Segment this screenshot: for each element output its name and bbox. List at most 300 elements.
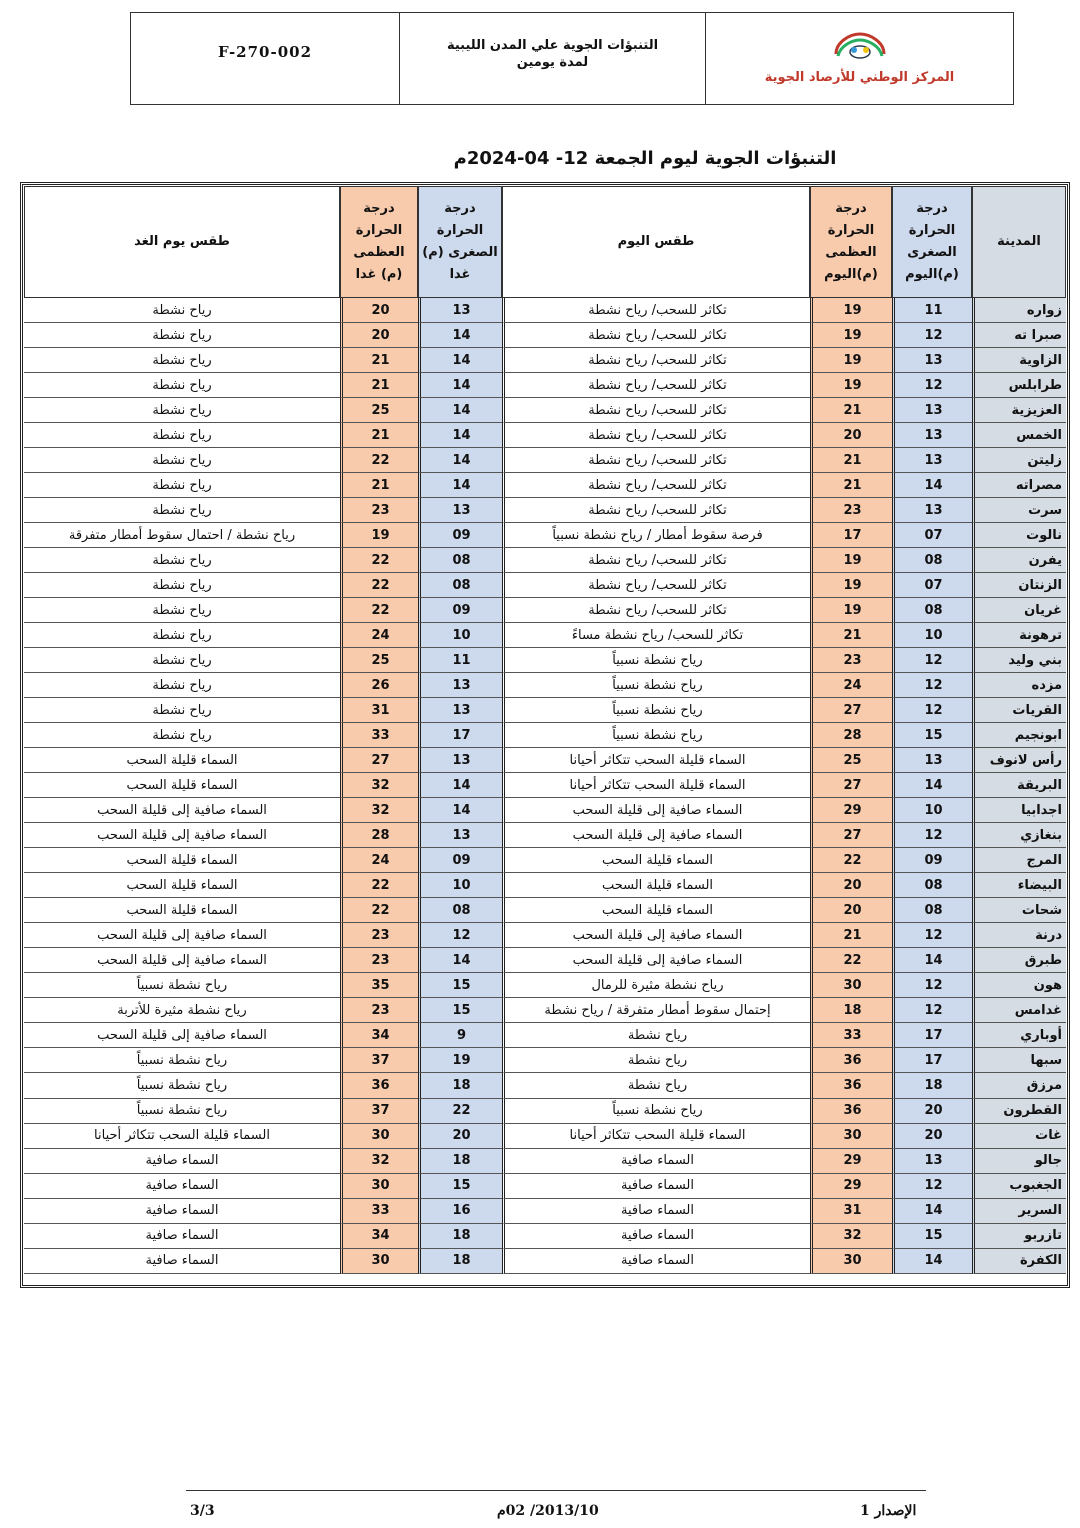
cell-weather-today: تكاثر للسحب/ رياح نشطة: [502, 498, 810, 523]
cell-min-tomorrow: 19: [418, 1048, 502, 1073]
cell-max-today: 25: [810, 748, 892, 773]
cell-city: السرير: [972, 1199, 1066, 1224]
cell-min-tomorrow: 20: [418, 1124, 502, 1149]
col-weather-today: طقس اليوم: [502, 186, 810, 298]
cell-min-tomorrow: 08: [418, 898, 502, 923]
cell-weather-today: تكاثر للسحب/ رياح نشطة: [502, 448, 810, 473]
table-row: [24, 348, 1066, 373]
cell-max-today: 29: [810, 1149, 892, 1174]
cell-city: بنغازي: [972, 823, 1066, 848]
table-row: [24, 548, 1066, 573]
cell-weather-today: السماء قليلة السحب تتكاثر أحيانا: [502, 773, 810, 798]
cell-max-tomorrow: 27: [340, 748, 418, 773]
cell-max-tomorrow: 32: [340, 1149, 418, 1174]
cell-weather-tomorrow: رياح نشطة نسبياً: [24, 1099, 340, 1124]
cell-max-today: 23: [810, 648, 892, 673]
cell-weather-today: تكاثر للسحب/ رياح نشطة: [502, 423, 810, 448]
cell-min-today: 10: [892, 798, 972, 823]
table-row: [24, 573, 1066, 598]
cell-min-today: 17: [892, 1048, 972, 1073]
cell-max-tomorrow: 37: [340, 1048, 418, 1073]
cell-max-tomorrow: 22: [340, 873, 418, 898]
cell-weather-today: رياح نشطة نسبياً: [502, 698, 810, 723]
cell-city: طرابلس: [972, 373, 1066, 398]
cell-weather-today: رياح نشطة نسبياً: [502, 673, 810, 698]
cell-weather-tomorrow: السماء صافية: [24, 1224, 340, 1249]
cell-min-tomorrow: 18: [418, 1073, 502, 1098]
cell-city: القريات: [972, 698, 1066, 723]
cell-city: مصراته: [972, 473, 1066, 498]
cell-min-tomorrow: 09: [418, 598, 502, 623]
cell-weather-today: تكاثر للسحب/ رياح نشطة: [502, 373, 810, 398]
cell-min-today: 11: [892, 298, 972, 323]
cell-max-today: 23: [810, 498, 892, 523]
cell-min-today: 12: [892, 648, 972, 673]
cell-max-tomorrow: 22: [340, 448, 418, 473]
cell-min-tomorrow: 18: [418, 1149, 502, 1174]
table-row: [24, 1048, 1066, 1073]
forecast-table: [24, 186, 1066, 1274]
cell-weather-today: فرصة سقوط أمطار / رياح نشطة نسبياً: [502, 523, 810, 548]
cell-weather-today: رياح نشطة نسبياً: [502, 648, 810, 673]
table-row: [24, 423, 1066, 448]
cell-weather-today: السماء قليلة السحب: [502, 873, 810, 898]
cell-city: الكفرة: [972, 1249, 1066, 1274]
cell-city: ترهونة: [972, 623, 1066, 648]
cell-city: مرزق: [972, 1073, 1066, 1098]
cell-max-tomorrow: 25: [340, 648, 418, 673]
cell-max-today: 22: [810, 948, 892, 973]
cell-min-tomorrow: 14: [418, 773, 502, 798]
cell-max-today: 29: [810, 798, 892, 823]
cell-max-today: 19: [810, 348, 892, 373]
cell-min-tomorrow: 17: [418, 723, 502, 748]
cell-weather-today: السماء صافية: [502, 1249, 810, 1274]
cell-min-tomorrow: 13: [418, 673, 502, 698]
cell-min-today: 12: [892, 698, 972, 723]
cell-min-tomorrow: 15: [418, 973, 502, 998]
cell-min-today: 13: [892, 423, 972, 448]
cell-city: يفرن: [972, 548, 1066, 573]
cell-max-today: 17: [810, 523, 892, 548]
cell-max-tomorrow: 20: [340, 298, 418, 323]
table-row: [24, 748, 1066, 773]
cell-max-tomorrow: 22: [340, 548, 418, 573]
footer-divider: [186, 1490, 926, 1491]
table-row: [24, 448, 1066, 473]
cell-min-today: 12: [892, 973, 972, 998]
cell-max-today: 19: [810, 573, 892, 598]
document-header: [130, 12, 1014, 105]
cell-city: الخمس: [972, 423, 1066, 448]
document-title-line2: لمدة يومين: [516, 54, 589, 70]
cell-max-today: 20: [810, 873, 892, 898]
cell-city: القطرون: [972, 1099, 1066, 1124]
table-row: [24, 623, 1066, 648]
cell-min-tomorrow: 14: [418, 948, 502, 973]
cell-city: البيضاء: [972, 873, 1066, 898]
cell-weather-tomorrow: السماء قليلة السحب: [24, 748, 340, 773]
cell-min-tomorrow: 18: [418, 1249, 502, 1274]
cell-min-today: 14: [892, 1249, 972, 1274]
cell-weather-tomorrow: السماء صافية: [24, 1174, 340, 1199]
cell-weather-today: السماء صافية: [502, 1224, 810, 1249]
table-row: [24, 798, 1066, 823]
cell-min-tomorrow: 08: [418, 573, 502, 598]
cell-city: أوباري: [972, 1023, 1066, 1048]
cell-min-tomorrow: 22: [418, 1099, 502, 1124]
cell-max-today: 18: [810, 998, 892, 1023]
cell-weather-today: السماء صافية: [502, 1199, 810, 1224]
cell-weather-tomorrow: السماء قليلة السحب: [24, 873, 340, 898]
cell-min-today: 12: [892, 923, 972, 948]
col-max-tomorrow: درجة الحرارة العظمى (م) غدا: [340, 186, 418, 298]
cell-weather-today: السماء صافية: [502, 1149, 810, 1174]
cell-city: غات: [972, 1124, 1066, 1149]
cell-max-tomorrow: 22: [340, 573, 418, 598]
cell-city: العزيزية: [972, 398, 1066, 423]
cell-max-today: 27: [810, 773, 892, 798]
cell-min-tomorrow: 13: [418, 298, 502, 323]
form-code: F-270-002: [131, 13, 400, 104]
cell-min-tomorrow: 9: [418, 1023, 502, 1048]
footer-date: 2013/10/ 02م: [497, 1503, 599, 1519]
cell-weather-today: تكاثر للسحب/ رياح نشطة: [502, 398, 810, 423]
cell-city: درنة: [972, 923, 1066, 948]
cell-max-today: 19: [810, 373, 892, 398]
cell-min-today: 13: [892, 748, 972, 773]
cell-weather-today: رياح نشطة نسبياً: [502, 1099, 810, 1124]
cell-min-tomorrow: 14: [418, 323, 502, 348]
cell-max-tomorrow: 30: [340, 1174, 418, 1199]
cell-max-today: 28: [810, 723, 892, 748]
cell-city: طبرق: [972, 948, 1066, 973]
cell-max-tomorrow: 22: [340, 598, 418, 623]
cell-min-today: 12: [892, 323, 972, 348]
cell-max-tomorrow: 24: [340, 623, 418, 648]
cell-city: رأس لانوف: [972, 748, 1066, 773]
table-row: [24, 873, 1066, 898]
cell-max-tomorrow: 31: [340, 698, 418, 723]
cell-min-today: 12: [892, 823, 972, 848]
cell-city: تازربو: [972, 1224, 1066, 1249]
cell-weather-tomorrow: رياح نشطة: [24, 498, 340, 523]
cell-min-tomorrow: 13: [418, 748, 502, 773]
cell-min-tomorrow: 15: [418, 1174, 502, 1199]
cell-max-tomorrow: 34: [340, 1224, 418, 1249]
cell-city: بني وليد: [972, 648, 1066, 673]
cell-weather-tomorrow: السماء صافية: [24, 1249, 340, 1274]
cell-max-today: 24: [810, 673, 892, 698]
table-row: [24, 673, 1066, 698]
table-row: [24, 498, 1066, 523]
cell-min-tomorrow: 16: [418, 1199, 502, 1224]
cell-city: سرت: [972, 498, 1066, 523]
cell-weather-today: تكاثر للسحب/ رياح نشطة: [502, 473, 810, 498]
cell-max-today: 22: [810, 848, 892, 873]
cell-max-tomorrow: 26: [340, 673, 418, 698]
cell-min-today: 14: [892, 473, 972, 498]
cell-weather-today: السماء قليلة السحب تتكاثر أحيانا: [502, 1124, 810, 1149]
cell-min-today: 14: [892, 948, 972, 973]
cell-min-today: 13: [892, 498, 972, 523]
cell-max-today: 21: [810, 398, 892, 423]
cell-weather-tomorrow: السماء صافية إلى قليلة السحب: [24, 798, 340, 823]
cell-min-tomorrow: 14: [418, 448, 502, 473]
cell-weather-today: رياح نشطة: [502, 1023, 810, 1048]
cell-max-today: 30: [810, 1249, 892, 1274]
cell-city: زواره: [972, 298, 1066, 323]
footer-version: الإصدار 1: [860, 1503, 917, 1519]
cell-min-tomorrow: 09: [418, 523, 502, 548]
table-row: [24, 698, 1066, 723]
cell-weather-tomorrow: رياح نشطة: [24, 573, 340, 598]
table-row: [24, 1149, 1066, 1174]
cell-min-tomorrow: 13: [418, 698, 502, 723]
cell-max-tomorrow: 28: [340, 823, 418, 848]
cell-weather-tomorrow: رياح نشطة نسبياً: [24, 973, 340, 998]
cell-min-today: 14: [892, 773, 972, 798]
cell-weather-tomorrow: رياح نشطة: [24, 348, 340, 373]
cell-weather-today: رياح نشطة: [502, 1073, 810, 1098]
cell-max-tomorrow: 21: [340, 473, 418, 498]
cell-max-tomorrow: 30: [340, 1249, 418, 1274]
cell-weather-today: تكاثر للسحب/ رياح نشطة: [502, 598, 810, 623]
col-min-tomorrow: درجة الحرارة الصغرى (م) غدا: [418, 186, 502, 298]
cell-max-today: 36: [810, 1099, 892, 1124]
table-row: [24, 1199, 1066, 1224]
cell-max-tomorrow: 25: [340, 398, 418, 423]
cell-max-tomorrow: 33: [340, 1199, 418, 1224]
cell-weather-tomorrow: رياح نشطة: [24, 648, 340, 673]
cell-min-today: 10: [892, 623, 972, 648]
cell-max-tomorrow: 21: [340, 423, 418, 448]
cell-min-today: 13: [892, 1149, 972, 1174]
cell-weather-today: السماء قليلة السحب: [502, 898, 810, 923]
cell-weather-today: رياح نشطة مثيرة للرمال: [502, 973, 810, 998]
cell-city: البريقة: [972, 773, 1066, 798]
col-city: المدينة: [972, 186, 1066, 298]
cell-max-today: 19: [810, 598, 892, 623]
cell-max-today: 30: [810, 1124, 892, 1149]
table-row: [24, 923, 1066, 948]
cell-weather-today: تكاثر للسحب/ رياح نشطة مساءً: [502, 623, 810, 648]
cell-weather-tomorrow: السماء قليلة السحب: [24, 848, 340, 873]
cell-max-today: 30: [810, 973, 892, 998]
cell-max-tomorrow: 23: [340, 998, 418, 1023]
cell-city: زليتن: [972, 448, 1066, 473]
table-row: [24, 1224, 1066, 1249]
cell-max-tomorrow: 24: [340, 848, 418, 873]
cell-weather-tomorrow: رياح نشطة: [24, 723, 340, 748]
table-row: [24, 298, 1066, 323]
cell-max-tomorrow: 35: [340, 973, 418, 998]
cell-weather-tomorrow: رياح نشطة نسبياً: [24, 1048, 340, 1073]
cell-min-today: 08: [892, 873, 972, 898]
cell-city: الزاوية: [972, 348, 1066, 373]
cell-min-today: 20: [892, 1099, 972, 1124]
cell-weather-tomorrow: السماء صافية إلى قليلة السحب: [24, 1023, 340, 1048]
organization-box: [706, 13, 1013, 104]
cell-min-tomorrow: 14: [418, 423, 502, 448]
cell-weather-tomorrow: السماء صافية إلى قليلة السحب: [24, 823, 340, 848]
cell-max-today: 21: [810, 448, 892, 473]
cell-min-today: 15: [892, 1224, 972, 1249]
cell-city: الجغبوب: [972, 1174, 1066, 1199]
cell-min-today: 12: [892, 373, 972, 398]
cell-min-tomorrow: 13: [418, 823, 502, 848]
cell-max-tomorrow: 23: [340, 923, 418, 948]
cell-min-tomorrow: 14: [418, 398, 502, 423]
cell-max-tomorrow: 37: [340, 1099, 418, 1124]
cell-weather-today: تكاثر للسحب/ رياح نشطة: [502, 348, 810, 373]
cell-weather-today: تكاثر للسحب/ رياح نشطة: [502, 573, 810, 598]
cell-weather-tomorrow: رياح نشطة: [24, 448, 340, 473]
cell-min-today: 14: [892, 1199, 972, 1224]
cell-weather-tomorrow: رياح نشطة: [24, 423, 340, 448]
cell-min-tomorrow: 09: [418, 848, 502, 873]
cell-weather-today: رياح نشطة: [502, 1048, 810, 1073]
cell-city: جالو: [972, 1149, 1066, 1174]
cell-min-today: 07: [892, 573, 972, 598]
cell-min-today: 13: [892, 398, 972, 423]
cell-min-tomorrow: 11: [418, 648, 502, 673]
cell-max-tomorrow: 19: [340, 523, 418, 548]
organization-name: المركز الوطني للأرصاد الجوية: [764, 70, 955, 85]
cell-min-tomorrow: 10: [418, 623, 502, 648]
table-body: [24, 298, 1066, 1274]
table-row: [24, 948, 1066, 973]
cell-city: شحات: [972, 898, 1066, 923]
table-row: [24, 773, 1066, 798]
cell-weather-today: تكاثر للسحب/ رياح نشطة: [502, 323, 810, 348]
table-row: [24, 323, 1066, 348]
cell-min-tomorrow: 12: [418, 923, 502, 948]
meteorology-logo-icon: [830, 32, 890, 62]
cell-weather-tomorrow: رياح نشطة / احتمال سقوط أمطار متفرقة: [24, 523, 340, 548]
document-title-line1: التنبؤات الجوية علي المدن الليبية: [446, 37, 659, 53]
table-row: [24, 1023, 1066, 1048]
col-min-today: درجة الحرارة الصغرى (م)اليوم: [892, 186, 972, 298]
cell-weather-tomorrow: السماء صافية إلى قليلة السحب: [24, 923, 340, 948]
table-row: [24, 648, 1066, 673]
cell-min-today: 20: [892, 1124, 972, 1149]
cell-weather-tomorrow: رياح نشطة: [24, 598, 340, 623]
cell-weather-today: رياح نشطة نسبياً: [502, 723, 810, 748]
cell-max-tomorrow: 34: [340, 1023, 418, 1048]
table-row: [24, 373, 1066, 398]
cell-max-tomorrow: 21: [340, 348, 418, 373]
cell-max-today: 32: [810, 1224, 892, 1249]
cell-weather-today: السماء صافية: [502, 1174, 810, 1199]
cell-max-today: 20: [810, 423, 892, 448]
cell-min-today: 12: [892, 998, 972, 1023]
cell-max-today: 20: [810, 898, 892, 923]
cell-max-today: 29: [810, 1174, 892, 1199]
cell-min-tomorrow: 14: [418, 373, 502, 398]
cell-min-today: 09: [892, 848, 972, 873]
col-weather-tomorrow: طقس يوم الغد: [24, 186, 340, 298]
cell-city: غريان: [972, 598, 1066, 623]
cell-max-tomorrow: 23: [340, 948, 418, 973]
cell-weather-tomorrow: رياح نشطة: [24, 623, 340, 648]
cell-weather-today: السماء صافية إلى قليلة السحب: [502, 923, 810, 948]
cell-city: اجدابيا: [972, 798, 1066, 823]
cell-weather-today: إحتمال سقوط أمطار متفرقة / رياح نشطة: [502, 998, 810, 1023]
table-row: [24, 723, 1066, 748]
cell-weather-tomorrow: رياح نشطة: [24, 298, 340, 323]
cell-min-today: 13: [892, 448, 972, 473]
cell-max-today: 19: [810, 298, 892, 323]
cell-max-tomorrow: 32: [340, 798, 418, 823]
cell-max-tomorrow: 32: [340, 773, 418, 798]
cell-min-tomorrow: 14: [418, 798, 502, 823]
table-row: [24, 473, 1066, 498]
cell-max-tomorrow: 20: [340, 323, 418, 348]
cell-max-today: 21: [810, 623, 892, 648]
cell-min-tomorrow: 18: [418, 1224, 502, 1249]
cell-weather-today: تكاثر للسحب/ رياح نشطة: [502, 298, 810, 323]
cell-weather-tomorrow: رياح نشطة: [24, 548, 340, 573]
page-title: التنبؤات الجوية ليوم الجمعة 12- 04-2024م: [453, 148, 837, 169]
table-row: [24, 398, 1066, 423]
cell-min-today: 07: [892, 523, 972, 548]
cell-max-today: 33: [810, 1023, 892, 1048]
cell-city: غدامس: [972, 998, 1066, 1023]
cell-max-today: 31: [810, 1199, 892, 1224]
cell-weather-today: السماء صافية إلى قليلة السحب: [502, 798, 810, 823]
cell-city: الزنتان: [972, 573, 1066, 598]
table-row: [24, 1124, 1066, 1149]
cell-weather-tomorrow: السماء قليلة السحب: [24, 773, 340, 798]
cell-min-tomorrow: 15: [418, 998, 502, 1023]
cell-weather-tomorrow: رياح نشطة: [24, 323, 340, 348]
cell-weather-tomorrow: السماء قليلة السحب: [24, 898, 340, 923]
cell-weather-today: السماء قليلة السحب تتكاثر أحيانا: [502, 748, 810, 773]
cell-max-today: 27: [810, 698, 892, 723]
cell-weather-tomorrow: السماء قليلة السحب تتكاثر أحيانا: [24, 1124, 340, 1149]
cell-city: نالوت: [972, 523, 1066, 548]
cell-max-today: 36: [810, 1073, 892, 1098]
table-row: [24, 1249, 1066, 1274]
table-row: [24, 998, 1066, 1023]
cell-max-today: 36: [810, 1048, 892, 1073]
cell-weather-today: تكاثر للسحب/ رياح نشطة: [502, 548, 810, 573]
cell-min-tomorrow: 14: [418, 473, 502, 498]
cell-min-today: 12: [892, 673, 972, 698]
cell-city: المرج: [972, 848, 1066, 873]
table-row: [24, 523, 1066, 548]
cell-min-today: 08: [892, 548, 972, 573]
document-title-box: [400, 13, 706, 104]
cell-max-tomorrow: 30: [340, 1124, 418, 1149]
cell-weather-tomorrow: السماء صافية: [24, 1149, 340, 1174]
cell-weather-today: السماء صافية إلى قليلة السحب: [502, 948, 810, 973]
cell-city: سبها: [972, 1048, 1066, 1073]
cell-min-today: 15: [892, 723, 972, 748]
cell-min-today: 17: [892, 1023, 972, 1048]
cell-max-tomorrow: 33: [340, 723, 418, 748]
table-row: [24, 973, 1066, 998]
cell-min-today: 13: [892, 348, 972, 373]
cell-weather-tomorrow: السماء صافية: [24, 1199, 340, 1224]
cell-weather-tomorrow: رياح نشطة: [24, 673, 340, 698]
cell-max-today: 19: [810, 548, 892, 573]
table-row: [24, 1099, 1066, 1124]
cell-city: مزده: [972, 673, 1066, 698]
cell-min-today: 18: [892, 1073, 972, 1098]
cell-min-tomorrow: 08: [418, 548, 502, 573]
